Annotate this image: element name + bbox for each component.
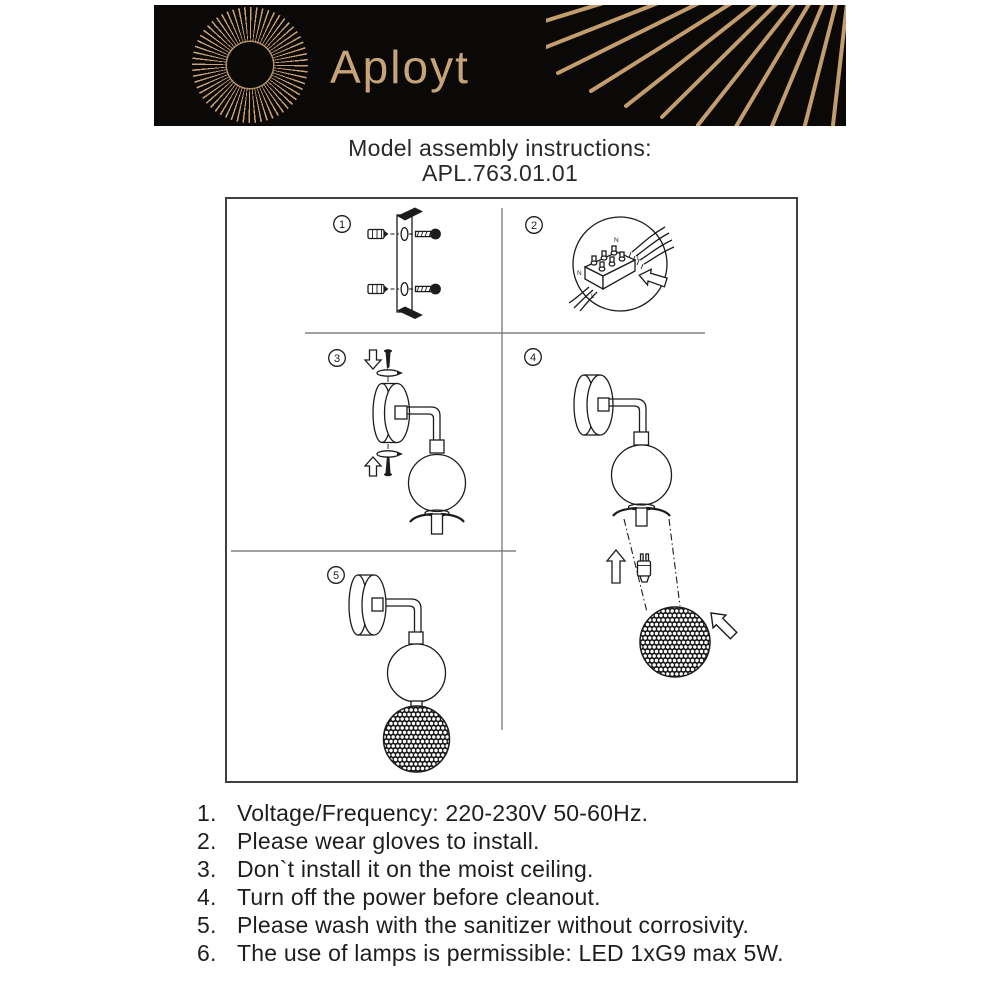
g9-bulb-icon bbox=[638, 554, 651, 582]
assembly-diagram bbox=[227, 199, 796, 781]
step-4-number: 4 bbox=[529, 351, 537, 364]
arrow-up-left-icon bbox=[711, 613, 737, 639]
terminal-block-drawing bbox=[585, 246, 635, 289]
instruction-number: 4. bbox=[197, 884, 217, 910]
sunburst-logo-icon bbox=[192, 7, 308, 123]
list-item bbox=[197, 855, 784, 883]
corner-rays-icon bbox=[546, 5, 846, 126]
bottom-screw-icon bbox=[377, 444, 403, 476]
instruction-number: 5. bbox=[197, 912, 217, 938]
step-5-panel bbox=[328, 567, 450, 772]
wire-label-n: N bbox=[614, 237, 619, 244]
guide-line bbox=[669, 519, 680, 606]
crystal-shade-drawing bbox=[640, 607, 710, 677]
list-item bbox=[197, 911, 784, 939]
instruction-text: The use of lamps is permissible: LED 1xG9 max 5W. bbox=[237, 940, 784, 966]
list-item bbox=[197, 799, 784, 827]
socket-collar-drawing bbox=[410, 510, 464, 534]
step-3-panel bbox=[329, 349, 466, 534]
model-code: APL.763.01.01 bbox=[421, 160, 579, 186]
glass-globe-drawing bbox=[388, 644, 446, 702]
step-4-panel bbox=[525, 349, 737, 677]
list-item bbox=[197, 827, 784, 855]
screw-icon bbox=[409, 284, 441, 295]
instruction-number: 6. bbox=[197, 940, 217, 966]
arrow-down-icon bbox=[365, 350, 381, 369]
wall-plate-drawing bbox=[574, 375, 613, 435]
page-title: Model assembly instructions: bbox=[348, 135, 652, 161]
step-1-number: 1 bbox=[338, 218, 346, 231]
step-2-panel bbox=[526, 217, 674, 311]
lamp-arm-drawing bbox=[609, 399, 649, 445]
instruction-text: Turn off the power before cleanout. bbox=[237, 884, 601, 910]
wire-label-n: N bbox=[577, 270, 582, 277]
arrow-up-icon bbox=[607, 550, 625, 583]
instruction-text: Please wear gloves to install. bbox=[237, 828, 540, 854]
wire-label-l: L bbox=[637, 255, 641, 262]
step-2-number: 2 bbox=[530, 219, 538, 232]
wall-anchor-icon bbox=[368, 285, 399, 294]
brand-name: Aployt bbox=[330, 41, 470, 93]
screw-icon bbox=[409, 229, 441, 240]
wall-anchor-icon bbox=[368, 230, 399, 239]
wall-plate-drawing bbox=[349, 575, 386, 635]
wall-plate-drawing bbox=[373, 384, 410, 443]
step-5-number: 5 bbox=[332, 569, 340, 582]
socket-collar-drawing bbox=[613, 504, 670, 526]
sunburst-center bbox=[227, 42, 273, 88]
instruction-number: 1. bbox=[197, 800, 217, 826]
step-3-number: 3 bbox=[333, 352, 341, 365]
instruction-text: Voltage/Frequency: 220-230V 50-60Hz. bbox=[237, 800, 649, 826]
glass-globe-drawing bbox=[612, 445, 672, 505]
instruction-list bbox=[197, 799, 784, 967]
title-block bbox=[0, 136, 1000, 186]
instruction-number: 3. bbox=[197, 856, 217, 882]
mounting-bracket-drawing bbox=[397, 208, 423, 320]
instruction-text: Please wash with the sanitizer without corrosivity. bbox=[237, 912, 750, 938]
instruction-number: 2. bbox=[197, 828, 217, 854]
step-1-panel bbox=[334, 208, 441, 320]
instruction-text: Don`t install it on the moist ceiling. bbox=[237, 856, 594, 882]
lamp-arm-drawing bbox=[407, 407, 444, 453]
list-item bbox=[197, 883, 784, 911]
lamp-arm-drawing bbox=[386, 599, 423, 644]
arrow-left-icon bbox=[638, 268, 668, 288]
glass-globe-drawing bbox=[409, 455, 466, 512]
brand-banner bbox=[154, 5, 846, 126]
crystal-shade-drawing bbox=[384, 706, 450, 772]
wire-label-l: L bbox=[591, 293, 595, 300]
top-screw-icon bbox=[377, 349, 403, 382]
assembly-diagram-box bbox=[225, 197, 798, 783]
list-item bbox=[197, 939, 784, 967]
arrow-up-icon bbox=[365, 457, 381, 476]
